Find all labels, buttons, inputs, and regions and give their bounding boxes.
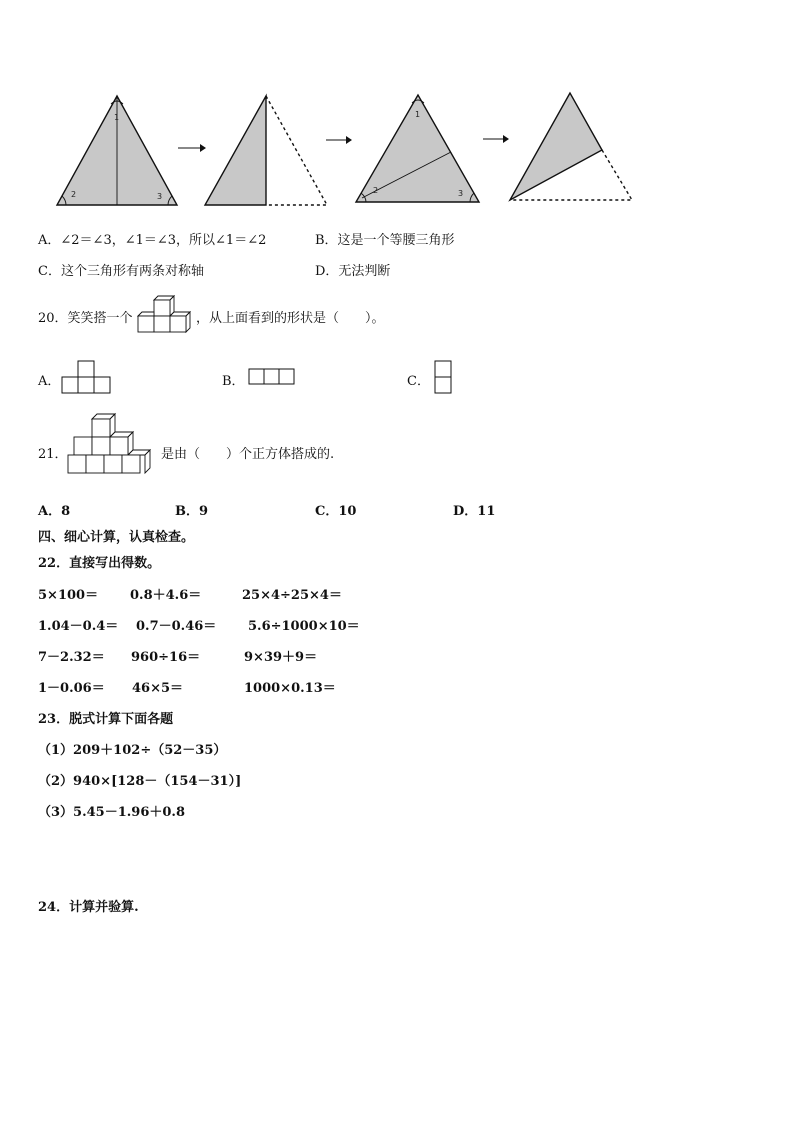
question-21-stem: 是由（ ）个正方体搭成的. [161, 447, 335, 462]
calc-item: 1.04－0.4＝ [38, 619, 119, 634]
question-20-stem-b: ，从上面看到的形状是（ ）。 [196, 311, 385, 326]
calc-item: 1－0.06＝ [38, 681, 105, 696]
folded-half-shape [205, 96, 266, 205]
option-d: D．无法判断 [315, 264, 391, 279]
option-a: A． [38, 374, 61, 389]
angle-label-2: 2 [373, 186, 379, 195]
question-21-number: 21． [38, 447, 68, 462]
dashed-outline [266, 96, 327, 205]
calc-item: 7－2.32＝ [38, 650, 105, 665]
arrow-head-icon [200, 144, 206, 152]
option-b: B． [222, 374, 245, 389]
calc-item: 5×100＝ [38, 588, 99, 603]
arrow-head-icon [346, 136, 352, 144]
calc-item: （3）5.45－1.96＋0.8 [38, 805, 185, 820]
calc-item: 46×5＝ [132, 681, 184, 696]
option-a: A．8 [38, 504, 71, 519]
angle-label-1: 1 [114, 113, 120, 122]
question-23-title: 23．脱式计算下面各题 [38, 712, 174, 727]
option-d: D．11 [453, 504, 496, 519]
angle-label-3: 3 [157, 192, 163, 201]
option-b: B．9 [175, 504, 209, 519]
angle-label-1: 1 [415, 110, 421, 119]
calc-item: 9×39＋9＝ [244, 650, 318, 665]
angle-label-2: 2 [71, 190, 77, 199]
question-20-stem-a: 20．笑笑搭一个 [38, 311, 133, 326]
top-view-option-b [248, 368, 298, 388]
calc-item: 25×4÷25×4＝ [242, 588, 342, 603]
triangle-figure-1 [0, 0, 794, 220]
section-heading: 四、细心计算，认真检查。 [38, 530, 195, 545]
calc-item: 5.6÷1000×10＝ [248, 619, 360, 634]
option-b: B．这是一个等腰三角形 [315, 233, 455, 248]
calc-item: 1000×0.13＝ [244, 681, 336, 696]
calc-item: 960÷16＝ [131, 650, 201, 665]
calc-item: 0.8＋4.6＝ [130, 588, 202, 603]
folded-part-shape [510, 93, 602, 200]
option-c: C． [407, 374, 430, 389]
calc-item: 0.7－0.46＝ [136, 619, 217, 634]
top-view-option-c [434, 360, 454, 396]
cube-stack-figure-20 [138, 295, 194, 335]
calc-item: （2）940×[128－（154－31）] [38, 774, 242, 789]
option-a: A．∠2＝∠3，∠1＝∠3，所以∠1＝∠2 [38, 233, 267, 248]
arrow-head-icon [503, 135, 509, 143]
option-c: C．10 [315, 504, 357, 519]
top-view-option-a [62, 360, 112, 396]
calc-item: （1）209＋102÷（52－35） [38, 743, 227, 758]
question-22-title: 22．直接写出得数。 [38, 556, 161, 571]
question-24-title: 24．计算并验算. [38, 900, 139, 915]
angle-label-3: 3 [458, 189, 464, 198]
option-c: C．这个三角形有两条对称轴 [38, 264, 204, 279]
cube-stack-figure-21 [66, 412, 156, 484]
